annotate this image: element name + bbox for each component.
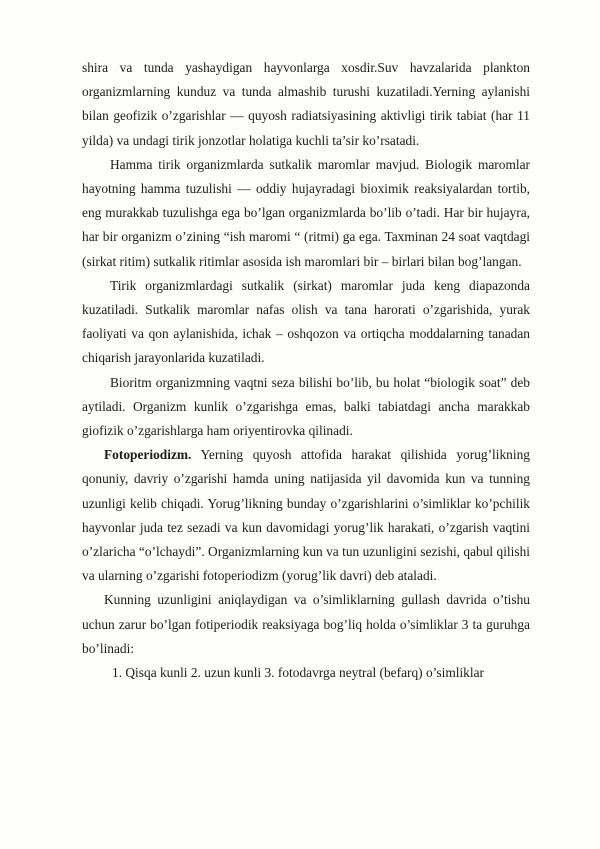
plant-groups-list: 1. Qisqa kunli 2. uzun kunli 3. fotodavrga neytral (befarq) o’simliklar [112, 665, 485, 681]
photoperiodism-heading: Fotoperiodizm. [104, 447, 192, 463]
document-body [82, 56, 530, 685]
paragraph-photoperiodism [82, 443, 530, 588]
paragraph-daily-rhythms: Tirik organizmlardagi sutkalik (sirkat) maromlar juda keng diapazonda kuzatiladi. Sutkalik maromlar nafas olish va tana harorati o’zgarishida, yurak faoliyati va qon aylanishida, ichak – oshqozon va ortiqcha moddalarning tanadan chiqarish jarayonlarida kuzatiladi. [82, 277, 530, 366]
paragraph-biological-clock: Bioritm organizmning vaqtni seza bilishi bo’lib, bu holat “biologik soat” deb aytiladi. Organizm kunlik o’zgarishga emas, balki tabiatdagi ancha marakkab giofizik o’zgarishlarga ham oriyentirovka qilinadi. [82, 374, 530, 439]
paragraph-biological-rhythms: Hamma tirik organizmlarda sutkalik maromlar mavjud. Biologik maromlar hayotning hamma tuzulishi — oddiy hujayradagi bioximik reaksiyalardan tortib, eng murakkab tuzulishga ega bo’lgan organizmlarda bo’lib o’tadi. Har bir hujayra, har bir organizm o’zining “ish maromi “ (ritmi) ga ega. Taxminan 24 soat vaqtdagi (sirkat ritim) sutkalik ritimlar asosida ish maromlari bir – birlari bilan bog’langan. [82, 156, 530, 269]
photoperiodism-text: Yerning quyosh attofida harakat qilishida yorug’likning qonuniy, davriy o’zgarishi hamda uning natijasida yil davomida kun va tunning uzunligi kelib chiqadi. Yorug’likning bunday o’zgarishlarini o’simliklar ko’pchilik hayvonlar juda tez sezadi va kun davomidagi yorug’lik harakati, o’zgarish vaqtini o’zlaricha “o’lchaydi”. Organizmlarning kun va tun uzunligini sezishi, qabul qilishi va ularning o’zgarishi fotoperiodizm (yorug’lik davri) deb ataladi. [82, 447, 530, 584]
paragraph-continuation: shira va tunda yashaydigan hayvonlarga xosdir.Suv havzalarida plankton organizmlarning kunduz va tunda almashib turushi kuzatiladi.Yerning aylanishi bilan geofizik o’zgarishlar — quyosh radiatsiyasining aktivligi tirik tabiat (har 11 yilda) va undagi tirik jonzotlar holatiga kuchli ta’sir ko’rsatadi. [82, 60, 530, 148]
paragraph-plant-groups: Kunning uzunligini aniqlaydigan va o’simliklarning gullash davrida o’tishu uchun zarur bo’lgan fotiperiodik reaksiyaga bog’liq holda o’simliklar 3 ta guruhga bo’linadi: [82, 592, 530, 656]
